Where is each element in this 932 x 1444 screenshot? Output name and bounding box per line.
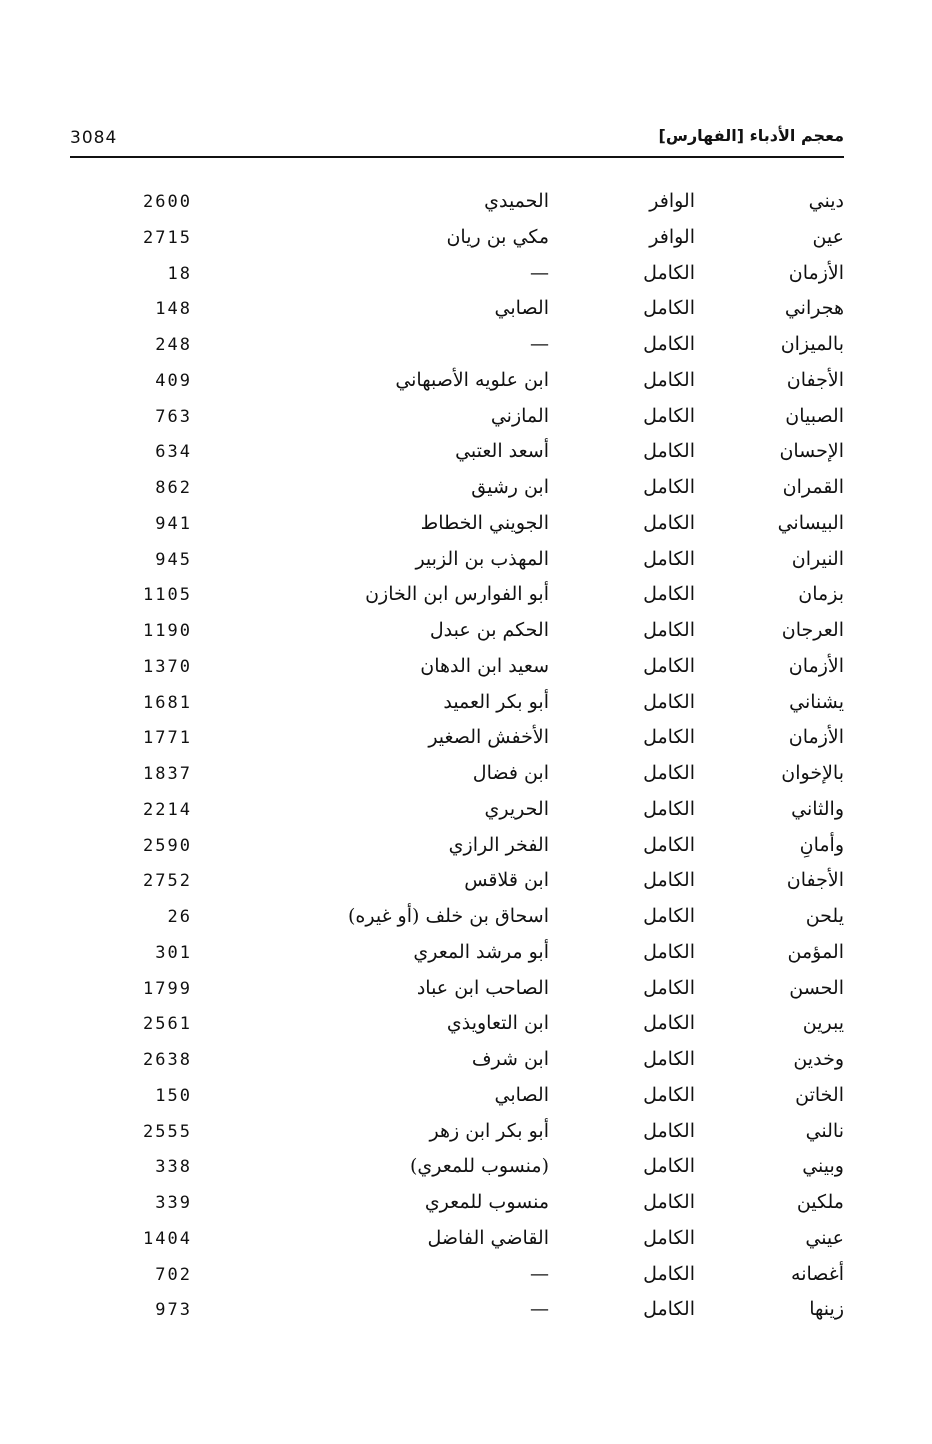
table-row <box>0 1080 932 1116</box>
poet-cell: الحريري <box>484 797 549 820</box>
poet-cell: الجويني الخطاط <box>420 511 549 534</box>
meter-cell: الكامل <box>643 297 695 320</box>
rhyme-cell: النيران <box>791 547 844 570</box>
table-row <box>0 973 932 1009</box>
poet-cell: مكي بن ريان <box>446 225 549 248</box>
table-row <box>0 401 932 437</box>
table-row <box>0 472 932 508</box>
meter-cell: الوافر <box>649 225 695 248</box>
meter-cell: الكامل <box>643 440 695 463</box>
rhyme-cell: أغصانه <box>791 1262 844 1285</box>
table-row <box>0 687 932 723</box>
table-row <box>0 865 932 901</box>
rhyme-cell: الحسن <box>789 976 844 999</box>
table-row <box>0 1294 932 1330</box>
meter-cell: الكامل <box>643 1298 695 1321</box>
rhyme-cell: وبيني <box>802 1155 844 1178</box>
meter-cell: الكامل <box>643 976 695 999</box>
page-number-cell: 1370 <box>143 656 192 677</box>
page-number-cell: 862 <box>155 478 192 498</box>
meter-cell: الكامل <box>643 619 695 641</box>
rhyme-cell: وأمانِ <box>799 833 844 856</box>
meter-cell: الكامل <box>643 1191 695 1213</box>
rhyme-cell: والثاني <box>791 797 844 820</box>
page-number-cell: 634 <box>155 442 192 463</box>
poet-cell: ابن فضال <box>472 762 549 784</box>
page-number-cell: 2600 <box>143 192 192 212</box>
meter-cell: الكامل <box>643 1012 695 1035</box>
page-number-cell: 248 <box>155 335 192 355</box>
meter-cell: الكامل <box>643 583 695 606</box>
rhyme-cell: القمران <box>782 476 844 498</box>
poet-cell: الحكم بن عبدل <box>429 619 549 641</box>
table-row <box>0 1151 932 1187</box>
page-number-cell: 1190 <box>143 621 192 641</box>
table-row <box>0 1044 932 1080</box>
rhyme-cell: الخاتن <box>795 1083 844 1106</box>
meter-cell: الكامل <box>643 940 695 963</box>
poet-cell: — <box>530 1262 549 1285</box>
meter-cell: الكامل <box>643 726 695 749</box>
rhyme-cell: عيني <box>805 1226 844 1249</box>
meter-cell: الكامل <box>643 762 695 784</box>
poet-cell: المازني <box>490 404 549 427</box>
meter-cell: الكامل <box>643 654 695 677</box>
page-number-cell: 1837 <box>143 764 192 784</box>
meter-cell: الكامل <box>643 905 695 927</box>
table-row <box>0 1187 932 1223</box>
meter-cell: الكامل <box>643 511 695 534</box>
table-row <box>0 1259 932 1295</box>
meter-cell: الوافر <box>649 190 695 212</box>
poet-cell: أبو بكر العميد <box>443 690 549 713</box>
rhyme-cell: الأجفان <box>786 368 844 391</box>
poet-cell: — <box>530 261 549 284</box>
page-number-cell: 973 <box>155 1300 192 1321</box>
meter-cell: الكامل <box>643 333 695 355</box>
poet-cell: اسحاق بن خلف (أو غيره) <box>348 905 549 927</box>
rhyme-cell: يبرين <box>802 1012 844 1035</box>
meter-cell: الكامل <box>643 1119 695 1142</box>
header-rule <box>70 156 844 158</box>
poet-cell: أسعد العتبي <box>455 440 549 463</box>
poet-cell: الأخفش الصغير <box>428 726 549 749</box>
table-row <box>0 436 932 472</box>
page-number-cell: 941 <box>155 513 192 534</box>
page-number-cell: 763 <box>155 406 192 427</box>
book-title: معجم الأدباء [الفهارس] <box>658 126 844 145</box>
poet-cell: (منسوب للمعري) <box>409 1155 549 1178</box>
rhyme-cell: العرجان <box>781 619 844 641</box>
rhyme-cell: زينها <box>809 1298 844 1321</box>
rhyme-cell: البيساني <box>777 511 844 534</box>
poet-cell: ابن قلاقس <box>464 869 549 892</box>
table-row <box>0 722 932 758</box>
table-row <box>0 293 932 329</box>
table-row <box>0 1223 932 1259</box>
table-row <box>0 579 932 615</box>
meter-cell: الكامل <box>643 368 695 391</box>
poet-cell: القاضي الفاضل <box>427 1226 549 1249</box>
poet-cell: الصابي <box>494 1083 549 1106</box>
table-row <box>0 651 932 687</box>
poet-cell: — <box>530 333 549 355</box>
table-row <box>0 830 932 866</box>
poet-cell: الصاحب ابن عباد <box>416 976 549 999</box>
rhyme-cell: الأزمان <box>788 654 844 677</box>
rhyme-cell: وخدين <box>793 1048 844 1070</box>
meter-cell: الكامل <box>643 547 695 570</box>
poet-cell: ابن رشيق <box>471 476 549 498</box>
page-number-cell: 301 <box>155 942 192 963</box>
table-row <box>0 258 932 294</box>
page-number-cell: 409 <box>155 370 192 391</box>
table-row <box>0 544 932 580</box>
page-number-cell: 2590 <box>143 835 192 856</box>
table-row <box>0 937 932 973</box>
rhyme-cell: يلحن <box>805 905 844 927</box>
page-number-cell: 338 <box>155 1157 192 1178</box>
page-number-cell: 2638 <box>143 1050 192 1070</box>
meter-cell: الكامل <box>643 476 695 498</box>
meter-cell: الكامل <box>643 1226 695 1249</box>
page-number-cell: 339 <box>155 1193 192 1213</box>
meter-cell: الكامل <box>643 869 695 892</box>
page-number: 3084 <box>70 128 118 148</box>
poet-cell: منسوب للمعري <box>424 1191 549 1213</box>
index-table <box>0 186 932 1330</box>
rhyme-cell: الإحسان <box>779 440 844 463</box>
poet-cell: أبو الفوارس ابن الخازن <box>365 583 549 606</box>
rhyme-cell: بالميزان <box>780 333 844 355</box>
page-header <box>70 128 844 154</box>
poet-cell: ابن التعاويذي <box>446 1012 549 1035</box>
meter-cell: الكامل <box>643 1048 695 1070</box>
table-row <box>0 1008 932 1044</box>
rhyme-cell: بالإخوان <box>781 762 844 784</box>
meter-cell: الكامل <box>643 690 695 713</box>
page-number-cell: 1681 <box>143 692 192 713</box>
rhyme-cell: الصبيان <box>785 404 844 427</box>
rhyme-cell: ديني <box>808 190 844 212</box>
poet-cell: ابن علويه الأصبهاني <box>395 368 549 391</box>
rhyme-cell: الأزمان <box>788 726 844 749</box>
table-row <box>0 222 932 258</box>
table-row <box>0 1116 932 1152</box>
page-number-cell: 1404 <box>143 1228 192 1249</box>
rhyme-cell: المؤمن <box>787 940 844 963</box>
table-row <box>0 365 932 401</box>
poet-cell: الفخر الرازي <box>448 833 549 856</box>
table-row <box>0 329 932 365</box>
page-number-cell: 2561 <box>143 1014 192 1035</box>
meter-cell: الكامل <box>643 1262 695 1285</box>
page-number-cell: 2752 <box>143 871 192 892</box>
page-number-cell: 1771 <box>143 728 192 749</box>
poet-cell: الصابي <box>494 297 549 320</box>
poet-cell: أبو مرشد المعري <box>413 940 549 963</box>
table-row <box>0 508 932 544</box>
rhyme-cell: يشناني <box>789 690 844 713</box>
poet-cell: المهذب بن الزبير <box>415 547 549 570</box>
page-number-cell: 18 <box>167 263 192 284</box>
meter-cell: الكامل <box>643 797 695 820</box>
poet-cell: — <box>530 1298 549 1321</box>
meter-cell: الكامل <box>643 404 695 427</box>
page-number-cell: 150 <box>155 1085 192 1106</box>
rhyme-cell: الأزمان <box>788 261 844 284</box>
rhyme-cell: عين <box>812 225 844 248</box>
table-row <box>0 186 932 222</box>
rhyme-cell: نالني <box>805 1119 844 1142</box>
page-number-cell: 2555 <box>143 1121 192 1142</box>
page-number-cell: 148 <box>155 299 192 320</box>
meter-cell: الكامل <box>643 1083 695 1106</box>
page-number-cell: 945 <box>155 549 192 570</box>
meter-cell: الكامل <box>643 1155 695 1178</box>
page-number-cell: 702 <box>155 1264 192 1285</box>
table-row <box>0 901 932 937</box>
page-number-cell: 1105 <box>143 585 192 606</box>
poet-cell: ابن شرف <box>471 1048 549 1070</box>
poet-cell: أبو بكر ابن زهر <box>429 1119 549 1142</box>
meter-cell: الكامل <box>643 261 695 284</box>
page-number-cell: 1799 <box>143 978 192 999</box>
page-number-cell: 26 <box>167 907 192 927</box>
poet-cell: الحميدي <box>484 190 549 212</box>
table-row <box>0 758 932 794</box>
rhyme-cell: ملكين <box>796 1191 844 1213</box>
rhyme-cell: الأجفان <box>786 869 844 892</box>
page-number-cell: 2715 <box>143 227 192 248</box>
rhyme-cell: بزمان <box>798 583 844 606</box>
table-row <box>0 615 932 651</box>
meter-cell: الكامل <box>643 833 695 856</box>
page-number-cell: 2214 <box>143 799 192 820</box>
table-row <box>0 794 932 830</box>
rhyme-cell: هجراني <box>784 297 844 320</box>
poet-cell: سعيد ابن الدهان <box>420 654 549 677</box>
